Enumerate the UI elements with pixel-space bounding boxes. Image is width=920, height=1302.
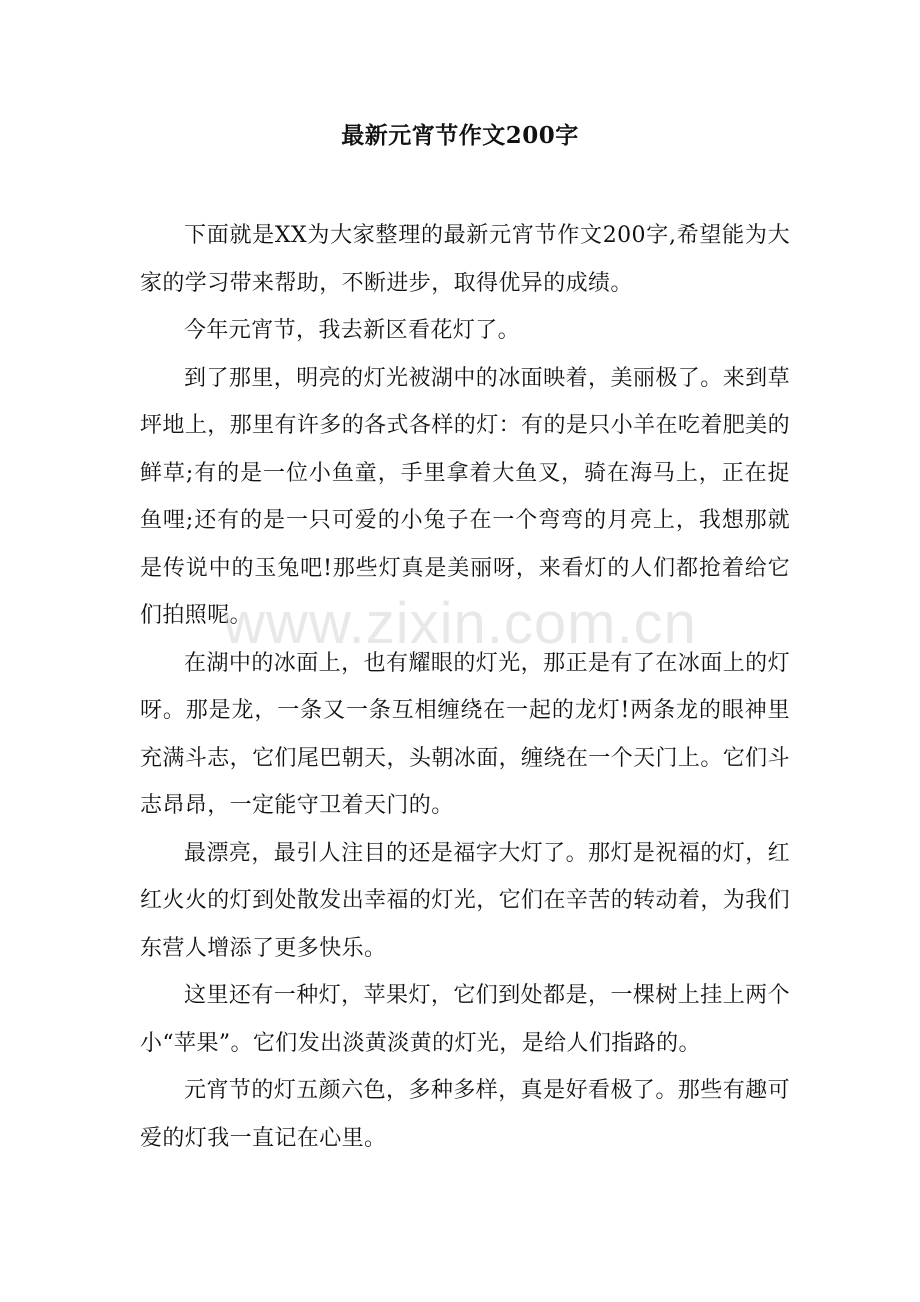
watermark: www.zixin.com.cn <box>223 591 697 656</box>
document-body <box>140 212 790 1162</box>
paragraph-4: 最漂亮，最引人注目的还是福字大灯了。那灯是祝福的灯，红红火火的灯到处散发出幸福的灯光，它们在辛苦的转动着，为我们东营人增添了更多快乐。 <box>140 840 790 961</box>
paragraph-3: 在湖中的冰面上，也有耀眼的灯光，那正是有了在冰面上的灯呀。那是龙，一条又一条互相缠绕在一起的龙灯!两条龙的眼神里充满斗志，它们尾巴朝天，头朝冰面，缠绕在一个天门上。它们斗志昂昂，一定能守卫着天门的。 <box>140 650 790 818</box>
paragraph-5: 这里还有一种灯，苹果灯，它们到处都是，一棵树上挂上两个小“苹果”。它们发出淡黄淡黄的灯光，是给人们指路的。 <box>140 983 790 1056</box>
paragraph-2: 到了那里，明亮的灯光被湖中的冰面映着，美丽极了。来到草坪地上，那里有许多的各式各样的灯：有的是只小羊在吃着肥美的鲜草;有的是一位小鱼童，手里拿着大鱼叉，骑在海马上，正在捉鱼哩;还有的是一只可爱的小兔子在一个弯弯的月亮上，我想那就是传说中的玉兔吧!那些灯真是美丽呀，来看灯的人们都抢着给它们拍照呢。 <box>140 365 790 628</box>
document-title: 最新元宵节作文200字 <box>341 122 579 149</box>
paragraph-1: 今年元宵节，我去新区看花灯了。 <box>184 318 521 343</box>
paragraph-6: 元宵节的灯五颜六色，多种多样，真是好看极了。那些有趣可爱的灯我一直记在心里。 <box>140 1078 790 1151</box>
paragraph-intro: 下面就是XX为大家整理的最新元宵节作文200字,希望能为大家的学习带来帮助，不断进步，取得优异的成绩。 <box>140 223 790 296</box>
